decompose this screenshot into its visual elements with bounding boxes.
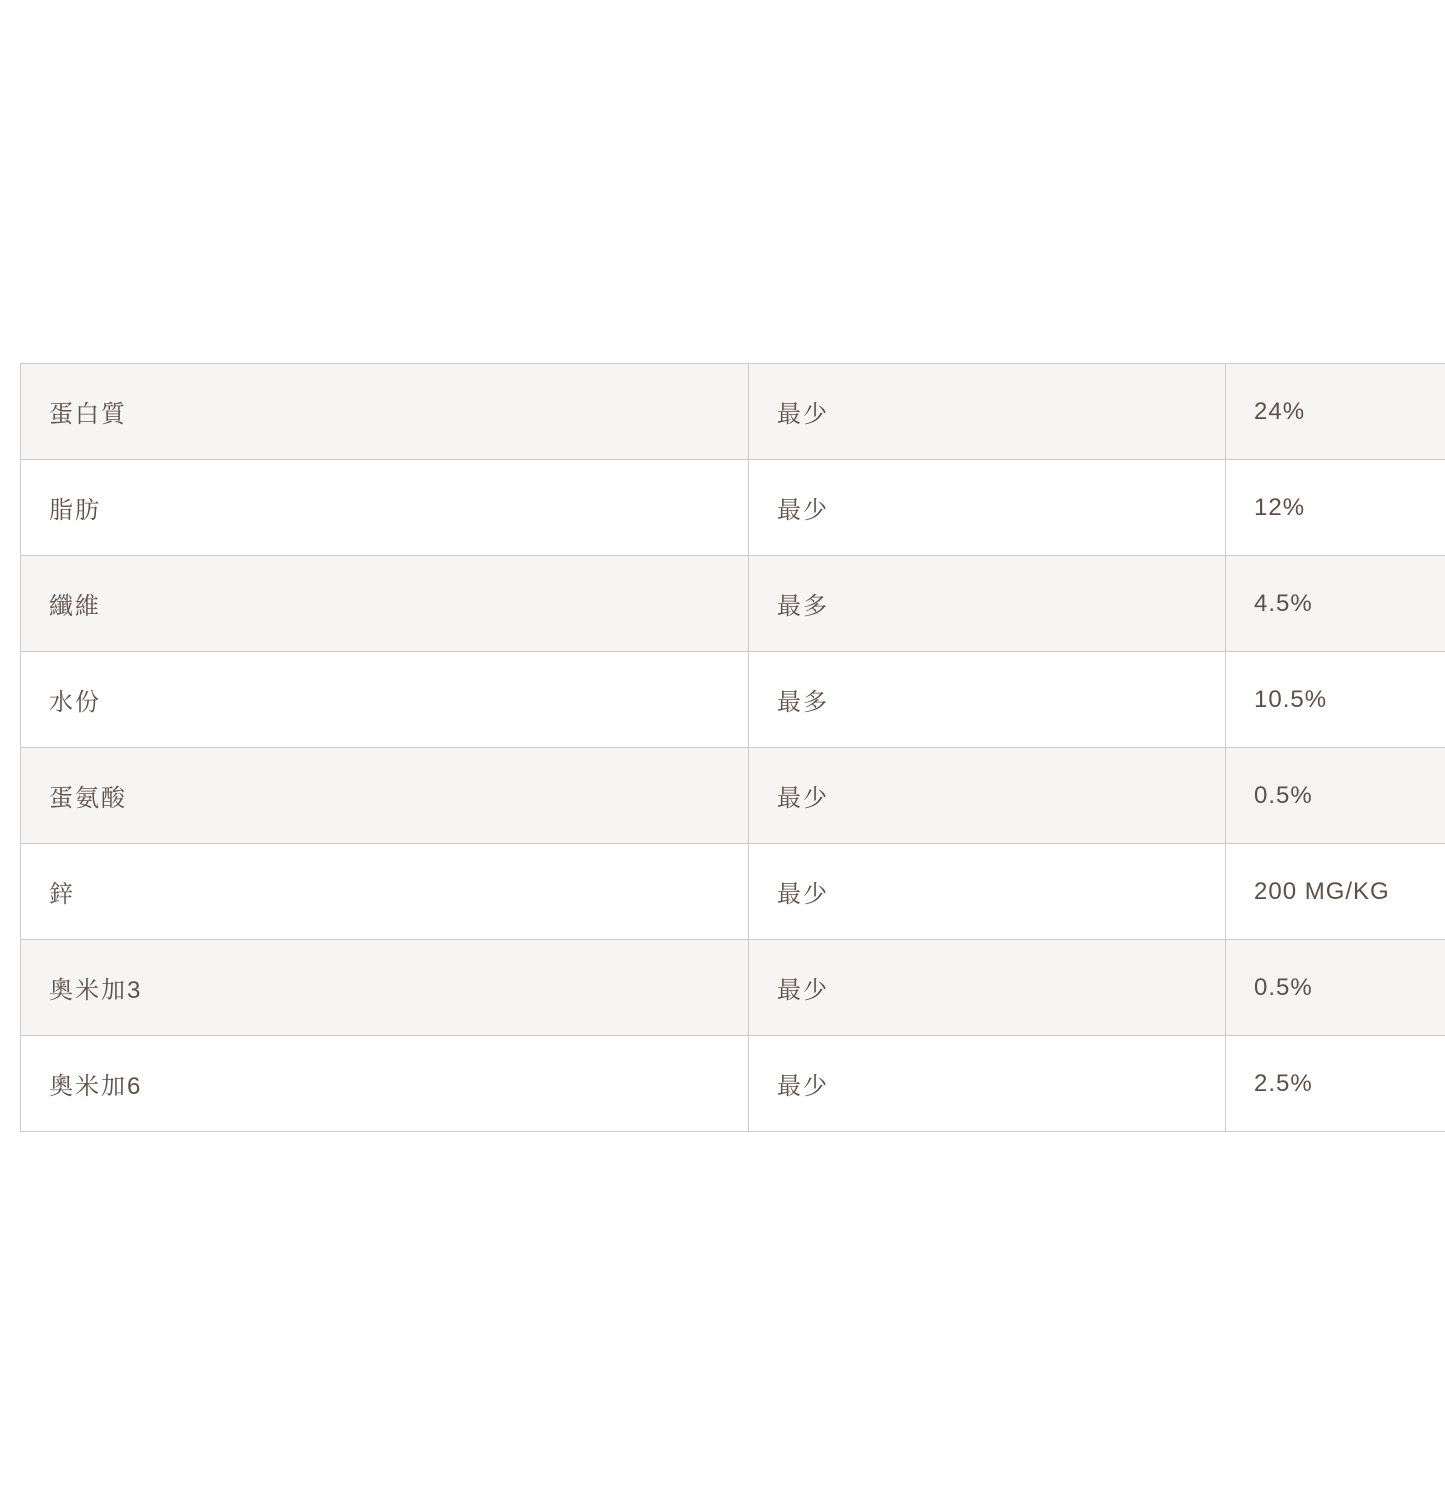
qualifier-cell: 最多 [749,556,1226,652]
value-cell: 0.5% [1226,748,1445,844]
nutrient-cell: 水份 [21,652,749,748]
value-cell: 12% [1226,460,1445,556]
table-row [21,940,1445,1036]
table-row [21,364,1445,460]
nutrition-analysis-table-body [21,364,1445,1132]
nutrient-cell: 奧米加3 [21,940,749,1036]
qualifier-cell: 最少 [749,844,1226,940]
value-cell: 0.5% [1226,940,1445,1036]
value-cell: 10.5% [1226,652,1445,748]
table-row [21,556,1445,652]
table-row [21,652,1445,748]
value-cell: 24% [1226,364,1445,460]
nutrient-cell: 奧米加6 [21,1036,749,1132]
nutrient-cell: 蛋氨酸 [21,748,749,844]
qualifier-cell: 最少 [749,748,1226,844]
table-row [21,844,1445,940]
value-cell: 4.5% [1226,556,1445,652]
table-row [21,460,1445,556]
value-cell: 2.5% [1226,1036,1445,1132]
qualifier-cell: 最少 [749,460,1226,556]
qualifier-cell: 最少 [749,1036,1226,1132]
qualifier-cell: 最少 [749,364,1226,460]
value-cell: 200 MG/KG [1226,844,1445,940]
nutrient-cell: 鋅 [21,844,749,940]
nutrient-cell: 蛋白質 [21,364,749,460]
nutrition-analysis-table [20,363,1445,1132]
qualifier-cell: 最少 [749,940,1226,1036]
qualifier-cell: 最多 [749,652,1226,748]
nutrient-cell: 脂肪 [21,460,749,556]
table-row [21,1036,1445,1132]
table-row [21,748,1445,844]
nutrient-cell: 纖維 [21,556,749,652]
